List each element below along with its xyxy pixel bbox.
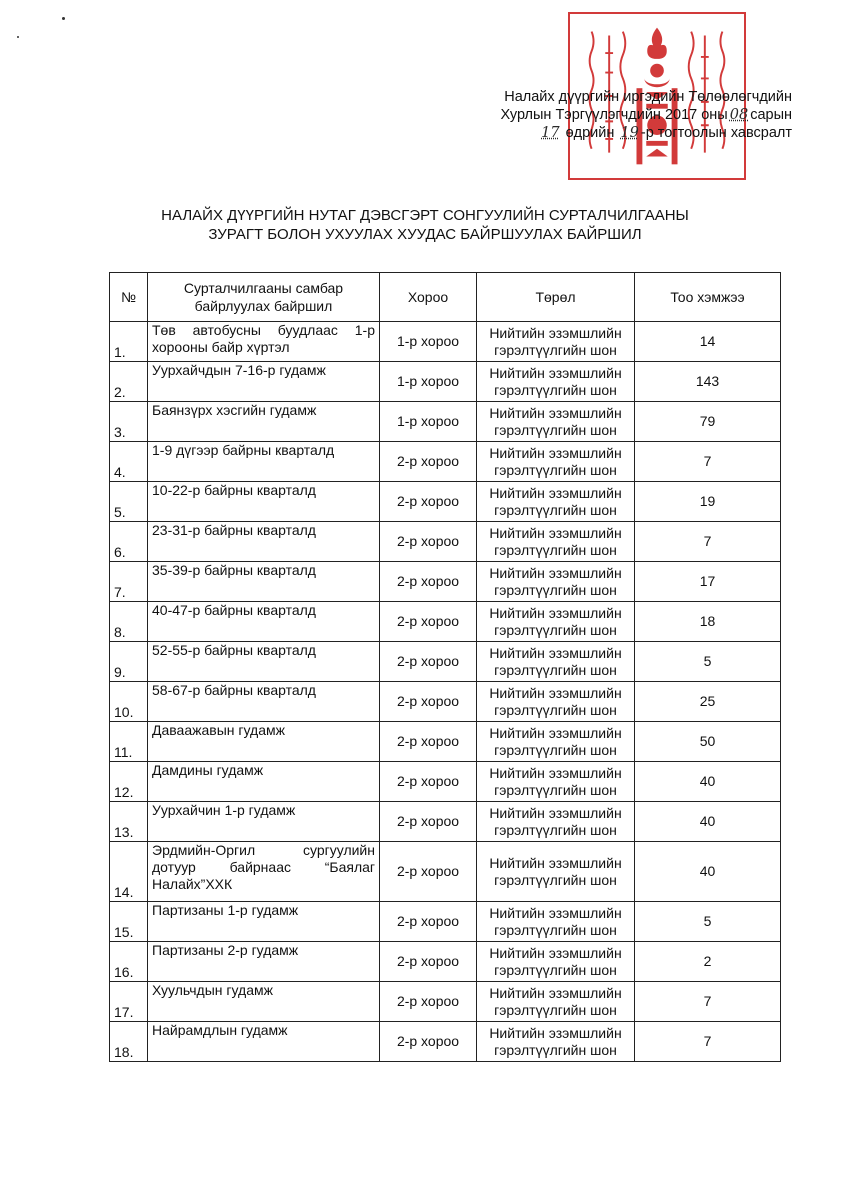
quantity-cell: 40	[635, 842, 781, 902]
location-cell: 10-22-р байрны кварталд	[148, 482, 380, 522]
document-title-line-1: НАЛАЙХ ДҮҮРГИЙН НУТАГ ДЭВСГЭРТ СОНГУУЛИЙН СУРТАЛЧИЛГААНЫ	[161, 207, 689, 224]
header-note-line-3-suffix: -р тогтоолын хавсралт	[640, 125, 792, 141]
row-number-cell: 10.	[110, 682, 148, 722]
type-cell: Нийтийн эзэмшлийн гэрэлтүүлгийн шон	[477, 402, 635, 442]
table-row	[110, 802, 781, 842]
khoroo-cell: 1-р хороо	[380, 402, 477, 442]
table-row	[110, 522, 781, 562]
location-cell: 1-9 дүгээр байрны кварталд	[148, 442, 380, 482]
location-cell: Найрамдлын гудамж	[148, 1022, 380, 1062]
handwritten-month: 08	[729, 107, 749, 123]
quantity-cell: 17	[635, 562, 781, 602]
quantity-cell: 7	[635, 982, 781, 1022]
type-cell: Нийтийн эзэмшлийн гэрэлтүүлгийн шон	[477, 802, 635, 842]
khoroo-cell: 1-р хороо	[380, 322, 477, 362]
column-header-number: №	[110, 273, 148, 322]
quantity-cell: 7	[635, 522, 781, 562]
khoroo-cell: 2-р хороо	[380, 842, 477, 902]
khoroo-cell: 2-р хороо	[380, 682, 477, 722]
scan-speck	[17, 36, 19, 38]
quantity-cell: 79	[635, 402, 781, 442]
location-cell: 40-47-р байрны кварталд	[148, 602, 380, 642]
handwritten-day: 17	[541, 125, 560, 141]
table-row	[110, 322, 781, 362]
quantity-cell: 18	[635, 602, 781, 642]
header-annex-note	[501, 88, 792, 142]
quantity-cell: 143	[635, 362, 781, 402]
column-header-type: Төрөл	[477, 273, 635, 322]
table-row	[110, 442, 781, 482]
type-cell: Нийтийн эзэмшлийн гэрэлтүүлгийн шон	[477, 362, 635, 402]
khoroo-cell: 2-р хороо	[380, 562, 477, 602]
khoroo-cell: 2-р хороо	[380, 602, 477, 642]
khoroo-cell: 1-р хороо	[380, 362, 477, 402]
type-cell: Нийтийн эзэмшлийн гэрэлтүүлгийн шон	[477, 602, 635, 642]
table-row	[110, 402, 781, 442]
location-cell: Уурхайчин 1-р гудамж	[148, 802, 380, 842]
row-number-cell: 7.	[110, 562, 148, 602]
row-number-cell: 1.	[110, 322, 148, 362]
row-number-cell: 17.	[110, 982, 148, 1022]
quantity-cell: 2	[635, 942, 781, 982]
location-cell: Баянзүрх хэсгийн гудамж	[148, 402, 380, 442]
table-row	[110, 482, 781, 522]
row-number-cell: 8.	[110, 602, 148, 642]
table-row	[110, 562, 781, 602]
location-cell: 58-67-р байрны кварталд	[148, 682, 380, 722]
location-cell: Партизаны 1-р гудамж	[148, 902, 380, 942]
khoroo-cell: 2-р хороо	[380, 802, 477, 842]
header-note-line-1: Налайх дүүргийн иргэдийн Төлөөлөгчдийн	[504, 89, 792, 105]
row-number-cell: 4.	[110, 442, 148, 482]
type-cell: Нийтийн эзэмшлийн гэрэлтүүлгийн шон	[477, 942, 635, 982]
khoroo-cell: 2-р хороо	[380, 1022, 477, 1062]
khoroo-cell: 2-р хороо	[380, 442, 477, 482]
khoroo-cell: 2-р хороо	[380, 642, 477, 682]
column-header-location: Сурталчилгааны самбар байрлуулах байршил	[148, 273, 380, 322]
khoroo-cell: 2-р хороо	[380, 982, 477, 1022]
quantity-cell: 7	[635, 1022, 781, 1062]
row-number-cell: 14.	[110, 842, 148, 902]
location-cell: 35-39-р байрны кварталд	[148, 562, 380, 602]
type-cell: Нийтийн эзэмшлийн гэрэлтүүлгийн шон	[477, 322, 635, 362]
khoroo-cell: 2-р хороо	[380, 762, 477, 802]
type-cell: Нийтийн эзэмшлийн гэрэлтүүлгийн шон	[477, 682, 635, 722]
type-cell: Нийтийн эзэмшлийн гэрэлтүүлгийн шон	[477, 902, 635, 942]
document-title-line-2: ЗУРАГТ БОЛОН УХУУЛАХ ХУУДАС БАЙРШУУЛАХ БАЙРШИЛ	[208, 226, 642, 243]
type-cell: Нийтийн эзэмшлийн гэрэлтүүлгийн шон	[477, 762, 635, 802]
quantity-cell: 40	[635, 762, 781, 802]
header-note-line-2-prefix: Хурлын Тэргүүлэгчдийн 2017 оны	[500, 107, 728, 123]
row-number-cell: 16.	[110, 942, 148, 982]
column-header-quantity: Тоо хэмжээ	[635, 273, 781, 322]
row-number-cell: 12.	[110, 762, 148, 802]
document-title	[0, 206, 850, 244]
table-row	[110, 902, 781, 942]
type-cell: Нийтийн эзэмшлийн гэрэлтүүлгийн шон	[477, 442, 635, 482]
type-cell: Нийтийн эзэмшлийн гэрэлтүүлгийн шон	[477, 982, 635, 1022]
table-header-row	[110, 273, 781, 322]
row-number-cell: 2.	[110, 362, 148, 402]
quantity-cell: 40	[635, 802, 781, 842]
location-cell: Дамдины гудамж	[148, 762, 380, 802]
table-row	[110, 942, 781, 982]
table-row	[110, 982, 781, 1022]
table-row	[110, 762, 781, 802]
scan-speck	[62, 17, 65, 20]
column-header-khoroo: Хороо	[380, 273, 477, 322]
khoroo-cell: 2-р хороо	[380, 902, 477, 942]
khoroo-cell: 2-р хороо	[380, 722, 477, 762]
location-cell: Хуульчдын гудамж	[148, 982, 380, 1022]
handwritten-resolution-number: 19	[620, 125, 639, 141]
quantity-cell: 5	[635, 902, 781, 942]
table-row	[110, 842, 781, 902]
location-cell: Уурхайчдын 7-16-р гудамж	[148, 362, 380, 402]
type-cell: Нийтийн эзэмшлийн гэрэлтүүлгийн шон	[477, 722, 635, 762]
khoroo-cell: 2-р хороо	[380, 522, 477, 562]
row-number-cell: 13.	[110, 802, 148, 842]
header-note-line-2-suffix: сарын	[750, 107, 792, 123]
table-body	[110, 322, 781, 1062]
type-cell: Нийтийн эзэмшлийн гэрэлтүүлгийн шон	[477, 1022, 635, 1062]
row-number-cell: 3.	[110, 402, 148, 442]
table-row	[110, 682, 781, 722]
type-cell: Нийтийн эзэмшлийн гэрэлтүүлгийн шон	[477, 482, 635, 522]
type-cell: Нийтийн эзэмшлийн гэрэлтүүлгийн шон	[477, 842, 635, 902]
row-number-cell: 11.	[110, 722, 148, 762]
row-number-cell: 9.	[110, 642, 148, 682]
row-number-cell: 18.	[110, 1022, 148, 1062]
table-row	[110, 642, 781, 682]
table-row	[110, 362, 781, 402]
row-number-cell: 6.	[110, 522, 148, 562]
khoroo-cell: 2-р хороо	[380, 942, 477, 982]
location-cell: Партизаны 2-р гудамж	[148, 942, 380, 982]
row-number-cell: 5.	[110, 482, 148, 522]
quantity-cell: 19	[635, 482, 781, 522]
header-note-line-2	[501, 106, 792, 124]
quantity-cell: 7	[635, 442, 781, 482]
location-cell: Төв автобусны буудлаас 1-р хорооны байр хүртэл	[148, 322, 380, 362]
row-number-cell: 15.	[110, 902, 148, 942]
type-cell: Нийтийн эзэмшлийн гэрэлтүүлгийн шон	[477, 562, 635, 602]
quantity-cell: 50	[635, 722, 781, 762]
location-cell: Даваажавын гудамж	[148, 722, 380, 762]
header-note-line-3-mid: өдрийн	[561, 125, 619, 141]
locations-table	[109, 272, 781, 1062]
location-cell: 23-31-р байрны кварталд	[148, 522, 380, 562]
quantity-cell: 5	[635, 642, 781, 682]
type-cell: Нийтийн эзэмшлийн гэрэлтүүлгийн шон	[477, 642, 635, 682]
type-cell: Нийтийн эзэмшлийн гэрэлтүүлгийн шон	[477, 522, 635, 562]
khoroo-cell: 2-р хороо	[380, 482, 477, 522]
table-row	[110, 722, 781, 762]
location-cell: Эрдмийн-Оргил сургуулийн дотуур байрнаас “Баялаг Налайх”ХХК	[148, 842, 380, 902]
header-note-line-3	[501, 124, 792, 142]
quantity-cell: 25	[635, 682, 781, 722]
quantity-cell: 14	[635, 322, 781, 362]
table-row	[110, 1022, 781, 1062]
table-row	[110, 602, 781, 642]
location-cell: 52-55-р байрны кварталд	[148, 642, 380, 682]
